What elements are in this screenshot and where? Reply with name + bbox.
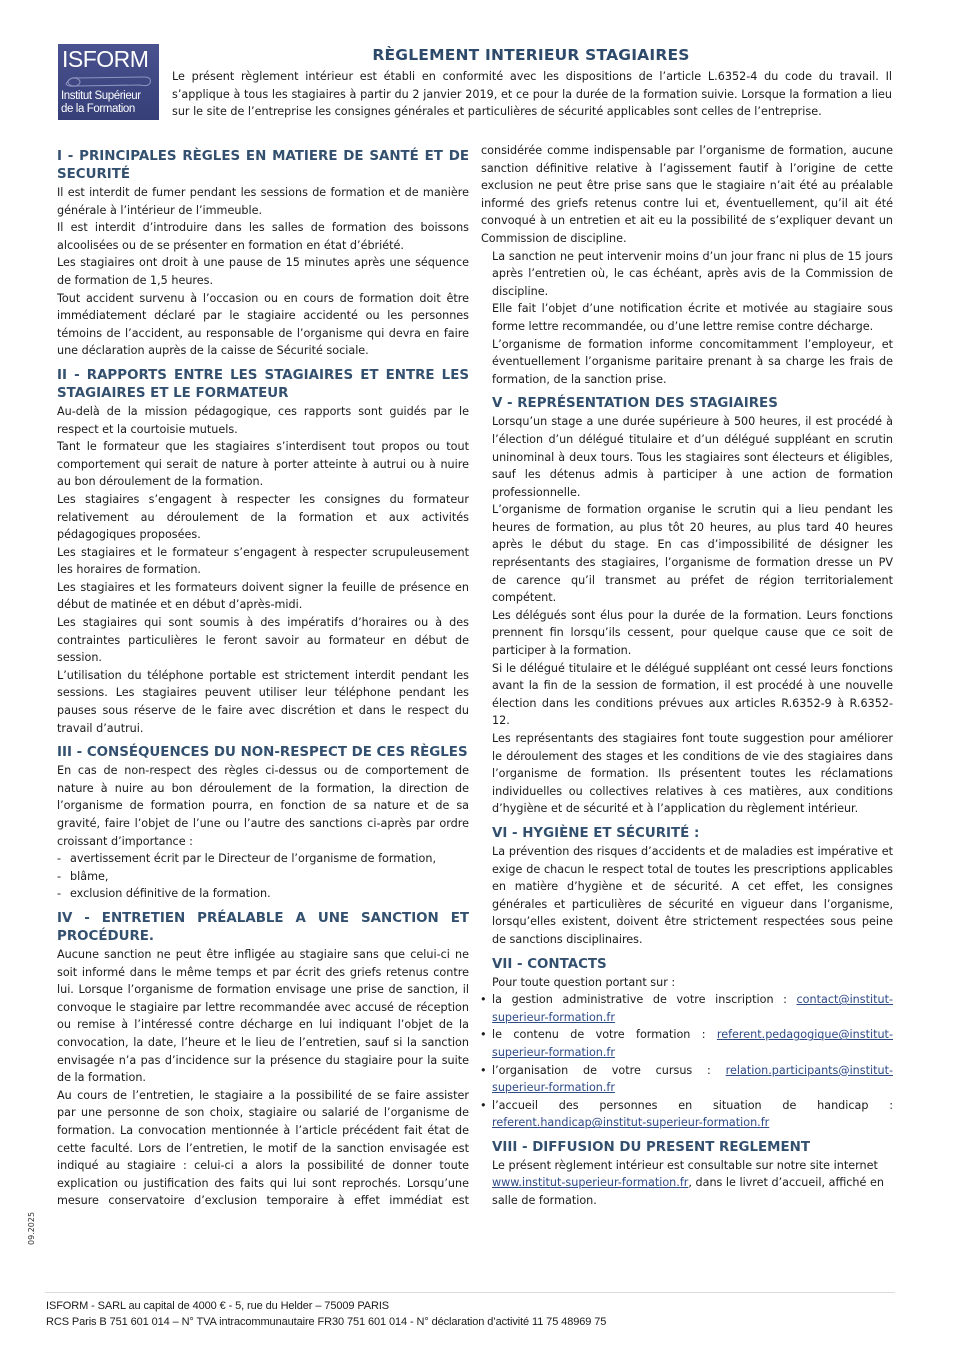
- paragraph: Lorsqu’un stage a une durée supérieure à 500 heures, il est procédé à l’élection d’un délégué titulaire et d’un délégué suppléant en scrutin uninominal à deux tours. Tous les stagiaires sont électeurs et éligibles, sauf les détenus admis à participer à une action de formation professionnelle.: [492, 415, 893, 499]
- page-title: RÈGLEMENT INTERIEUR STAGIAIRES: [372, 46, 690, 64]
- section-hygiene: [481, 825, 893, 949]
- list-item: - blâme,: [57, 868, 469, 886]
- footer-divider: [45, 1292, 895, 1293]
- intro-paragraph: Le présent règlement intérieur est établi en conformité avec les dispositions de l’article L.6352-4 du code du travail. Il s’applique à tous les stagiaires à partir du 2 janvier 2019, et ce pour la durée de la formation suivie. Lorsque la formation a lieu sur le site de l’entreprise les consignes générales et particulières de sécurité applicables sont celles de l’entreprise.: [172, 70, 892, 118]
- paragraph: Aucune sanction ne peut être infligée au stagiaire sans que celui-ci ne soit informé dans le même temps et par écrit des griefs retenus contre lui. Lorsque l’organisme de formation envisage une prise de sanction, il convoque le stagiaire par lettre recommandée avec accusé de réception ou remise à l’intéressé contre décharge en lui indiquant l’objet de la convocation, la date, l’heure et le lieu de l’entretien, sauf si la sanction envisagée n’a pas d’incidence sur la présence du stagiaire pour la suite de la formation.: [57, 947, 469, 1085]
- paragraph: Les représentants des stagiaires font toute suggestion pour améliorer le déroulement des stages et les conditions de vie des stagiaires dans l’organisme de formation. Ils présentent toutes les réclamations individuelles ou collectives relatives à ces matières, aux conditions d’hygiène et de sécurité et à l’application du règlement intérieur.: [492, 732, 893, 816]
- right-column: [481, 142, 893, 1210]
- paragraph: L’organisme de formation informe concomitamment l’employeur, et éventuellement l’organisme paritaire prenant à sa charge les frais de formation, de la sanction prise.: [492, 337, 893, 386]
- paragraph: Les stagiaires et le formateur s’engagent à respecter scrupuleusement les horaires de formation.: [57, 545, 469, 577]
- paragraph: Les stagiaires ont droit à une pause de 15 minutes après une séquence de formation de 1,5 heures.: [57, 256, 469, 287]
- paragraph: L’organisme de formation organise le scrutin qui a lieu pendant les heures de formation, au plus tôt 20 heures, au plus tard 40 heures après le début du stage. En cas d’impossibilité de désigner les représentants des stagiaires, l’organisme de formation dresse un PV de carence qu’il transmet au préfet de région territorialement compétent.: [492, 503, 893, 605]
- isform-logo: [58, 44, 159, 120]
- logo-subtitle: [61, 90, 141, 116]
- paragraph: Elle fait l’objet d’une notification écrite et motivée au stagiaire sous forme lettre recommandée, ou d’une lettre remise contre décharge.: [492, 302, 893, 333]
- section-diffusion: [481, 1139, 893, 1210]
- paragraph: En cas de non-respect des règles ci-dessus ou de comportement de nature à nuire au bon déroulement de la formation, la direction de l’organisme de formation pourra, en fonction de sa nature et de sa gravité, faire l’objet de l’une ou l’autre des sanctions ci-après par ordre croissant d’importance :: [57, 764, 469, 848]
- contact-item: [481, 1026, 893, 1061]
- contact-label: l’accueil des personnes en situation de handicap :: [492, 1098, 893, 1112]
- sanctions-list: [57, 850, 469, 903]
- section-heading: II - RAPPORTS ENTRE LES STAGIAIRES ET ENTRE LES STAGIAIRES ET LE FORMATEUR: [57, 367, 469, 401]
- logo-line-2: de la Formation: [61, 103, 135, 115]
- section-heading: IV - ENTRETIEN PRÉALABLE A UNE SANCTION ET PROCÉDURE.: [57, 910, 469, 944]
- footer-line-1: ISFORM - SARL au capital de 4000 € - 5, rue du Helder – 75009 PARIS: [46, 1300, 390, 1312]
- contact-label: la gestion administrative de votre inscription :: [492, 993, 797, 1007]
- paragraph: considérée comme indispensable par l’organisme de formation, aucune sanction définitive relative à l’agissement fautif à l’origine de cette exclusion ne peut être prise sans que le stagiaire n’ait été au préalable informé des griefs retenus contre lui et, éventuellement, qu’il ait été convoqué à un entretien et ait eu la possibilité de s’expliquer devant un Commission de discipline.: [481, 144, 893, 245]
- participants-email-link[interactable]: relation.participants@institut-superieur-formation.fr: [492, 1063, 893, 1095]
- paragraph: [492, 1157, 893, 1210]
- section-health-safety: [57, 148, 469, 360]
- section-heading: VIII - DIFFUSION DU PRESENT REGLEMENT: [492, 1139, 810, 1155]
- left-column: [57, 148, 469, 1210]
- footer-line-2: RCS Paris B 751 601 014 – N° TVA intracommunautaire FR30 751 601 014 - N° déclaration d’activité 11 75 48969 75: [46, 1316, 607, 1328]
- section-heading: III - CONSÉQUENCES DU NON-RESPECT DE CES RÈGLES: [57, 745, 468, 761]
- list-item: - avertissement écrit par le Directeur de l’organisme de formation,: [57, 850, 469, 868]
- section-procedure-continued: [481, 142, 893, 388]
- contact-label: l’organisation de votre cursus :: [492, 1063, 726, 1077]
- scroll-icon: [64, 74, 154, 88]
- paragraph: Il est interdit d’introduire dans les salles de formation des boissons alcoolisées ou de se présenter en formation en état d’ébriété.: [57, 221, 469, 252]
- contacts-list: [481, 991, 893, 1132]
- paragraph: L’utilisation du téléphone portable est strictement interdit pendant les sessions. Les stagiaires peuvent utiliser leur téléphone pendant les pauses sous réserve de le faire avec discrétion et dans le respect du travail d’autrui.: [57, 668, 469, 735]
- contact-item: [481, 1097, 893, 1132]
- paragraph: Les stagiaires s’engagent à respecter les consignes du formateur relativement au déroulement de la formation et aux activités pédagogiques proposées.: [57, 492, 469, 542]
- paragraph: La sanction ne peut intervenir moins d’un jour franc ni plus de 15 jours après l’entretien où, le cas échéant, après avis de la Commission de discipline.: [492, 249, 893, 298]
- contact-email-link[interactable]: contact@institut-superieur-formation.fr: [492, 993, 893, 1024]
- contact-item: [481, 991, 893, 1026]
- section-procedure: [57, 910, 469, 1210]
- footer: [46, 1298, 606, 1330]
- paragraph: Les délégués sont élus pour la durée de la formation. Leurs fonctions prennent fin lorsqu’ils cessent, pour quelque cause que ce soit de participer à la formation.: [492, 608, 893, 658]
- diffusion-text-before: Le présent règlement intérieur est consultable sur notre site internet: [492, 1158, 878, 1172]
- handicap-email-link[interactable]: referent.handicap@institut-superieur-formation.fr: [492, 1116, 770, 1130]
- section-heading: I - PRINCIPALES RÈGLES EN MATIERE DE SANTÉ ET DE SECURITÉ: [57, 149, 469, 182]
- section-relations: [57, 367, 469, 737]
- section-heading: VI - HYGIÈNE ET SÉCURITÉ :: [492, 825, 700, 841]
- logo-brand: ISFORM: [62, 46, 149, 72]
- section-heading: VII - CONTACTS: [492, 956, 607, 972]
- contact-label: le contenu de votre formation :: [492, 1028, 717, 1042]
- paragraph: Les stagiaires et les formateurs doivent signer la feuille de présence en début de matinée et en début d’après-midi.: [57, 580, 469, 612]
- paragraph: Au cours de l’entretien, le stagiaire a la possibilité de se faire assister par une personne de son choix, stagiaire ou salarié de l’organisme de formation. La convocation mentionnée à l’article précédent fait état de cette faculté. Lors de l’entretien, le motif de la sanction envisagée est indiqué au stagiaire : celui-ci a alors la possibilité de donner toute explication ou justification des faits qui lui sont reprochés. Lorsqu’une mesure conservatoire d’exclusion temporaire à effet immédiat est: [57, 1088, 469, 1208]
- website-link[interactable]: www.institut-superieur-formation.fr: [492, 1176, 689, 1190]
- diffusion-text-after: , dans le livret d’accueil, affiché en salle de formation.: [492, 1176, 884, 1208]
- section-heading: V - REPRÉSENTATION DES STAGIAIRES: [492, 396, 778, 412]
- paragraph: La prévention des risques d’accidents et de maladies est impérative et exige de chacun le respect total de toutes les prescriptions applicables en matière d’hygiène et de sécurité. A cet effet, les consignes générales et particulières de sécurité en vigueur dans l’organisme, lorsqu’elles existent, doivent être strictement respectées sous peine de sanctions disciplinaires.: [492, 844, 893, 946]
- contact-item: [481, 1062, 893, 1097]
- list-item: - exclusion définitive de la formation.: [57, 885, 469, 903]
- section-consequences: [57, 744, 469, 903]
- section-representation: [481, 395, 893, 818]
- logo-line-1: Institut Supérieur: [61, 90, 141, 102]
- pedagogical-email-link[interactable]: referent.pedagogique@institut-superieur-formation.fr: [492, 1028, 893, 1059]
- paragraph: Tout accident survenu à l’occasion ou en cours de formation doit être immédiatement déclaré par le stagiaire accidenté ou les personnes témoins de l’accident, au responsable de l’organisme qui devra en faire une déclaration auprès de la caisse de Sécurité sociale.: [57, 291, 469, 358]
- document-date: 09.2025: [27, 1211, 36, 1245]
- paragraph: Tant le formateur que les stagiaires s’interdisent tout propos ou tout comportement qui serait de nature à porter atteinte à autrui ou à nuire au bon déroulement de la formation.: [57, 440, 469, 489]
- paragraph: Au-delà de la mission pédagogique, ces rapports sont guidés par le respect et la courtoisie mutuels.: [57, 404, 469, 436]
- section-contacts: [481, 956, 893, 992]
- paragraph: Si le délégué titulaire et le délégué suppléant ont cessé leurs fonctions avant la fin de la session de formation, il est procédé à une nouvelle élection dans les conditions prévues aux articles R.6352-9 à R.6352-12.: [492, 661, 893, 728]
- paragraph: Les stagiaires qui sont soumis à des impératifs d’horaires ou à des contraintes particulières le feront savoir au formateur en début de session.: [57, 616, 469, 665]
- paragraph: Pour toute question portant sur :: [492, 975, 676, 989]
- paragraph: Il est interdit de fumer pendant les sessions de formation et de manière générale à l’intérieur de l’immeuble.: [57, 186, 469, 217]
